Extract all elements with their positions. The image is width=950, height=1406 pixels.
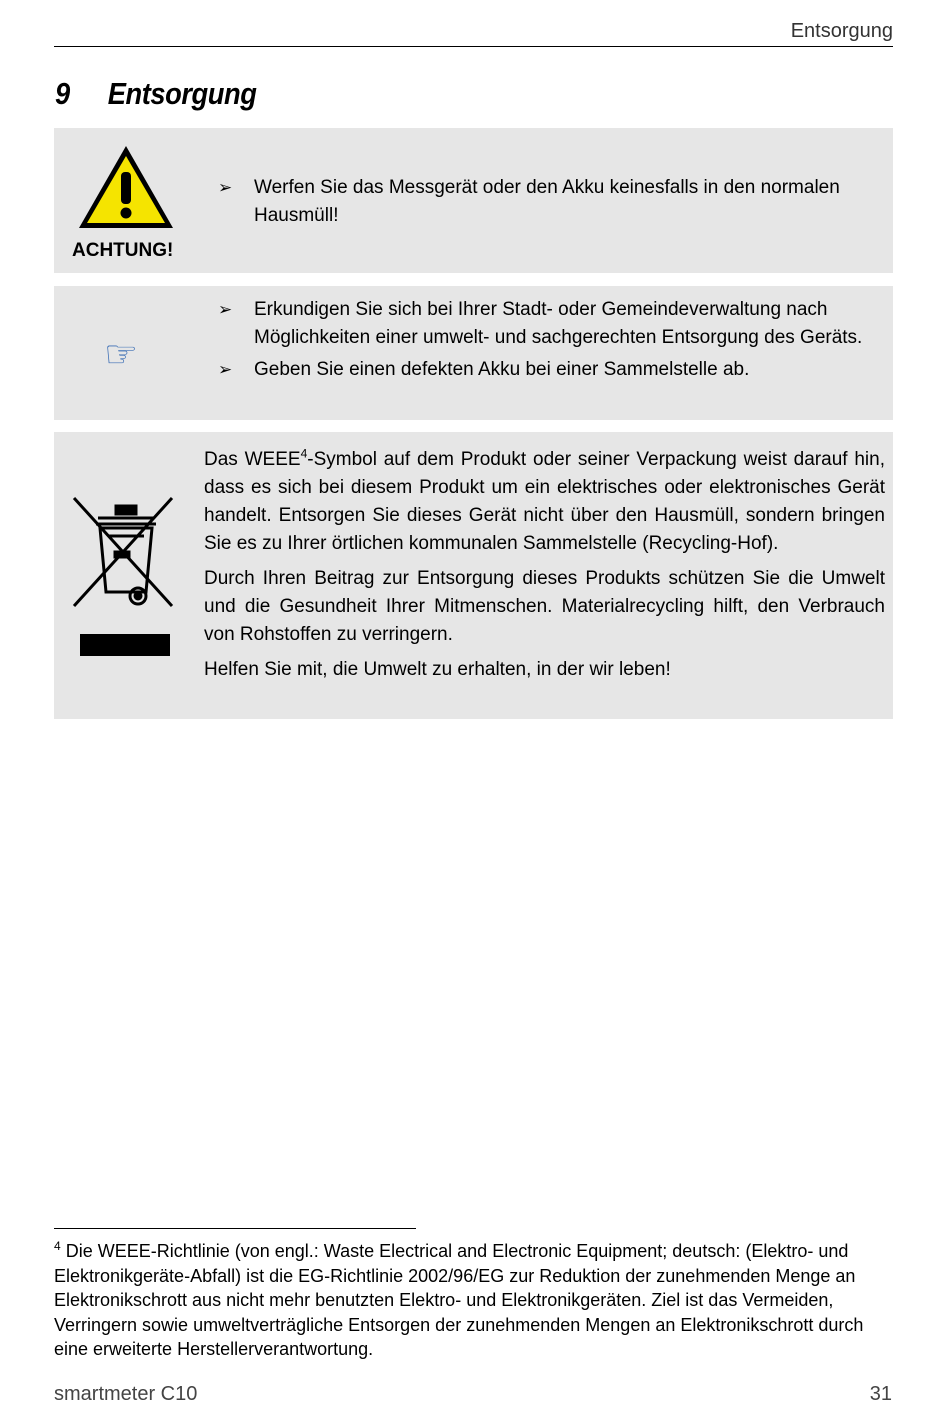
warning-box [54, 128, 893, 273]
warning-label: ACHTUNG! [72, 240, 174, 261]
weee-text-start: Das WEEE [204, 449, 301, 470]
warning-list [218, 174, 879, 234]
footnote-rule [54, 1228, 416, 1229]
list-item [218, 356, 879, 384]
weee-text-rest: -Symbol auf dem Produkt oder seiner Verpackung weist darauf hin, dass es sich bei diesem Produkt um ein elektrisches oder elektronisches Gerät handelt. Entsorgen Sie dieses Gerät nicht über den Hausmüll, sondern bringen Sie es zu Ihrer örtlichen kommunalen Sammelstelle (Recycling-Hof). [204, 449, 885, 554]
chapter-number: 9 [55, 76, 70, 111]
pointing-hand-icon: ☞ [104, 334, 139, 376]
weee-paragraph-3: Helfen Sie mit, die Umwelt zu erhalten, in der wir leben! [204, 659, 671, 680]
chapter-heading [55, 76, 256, 112]
note-list [218, 296, 879, 388]
weee-text [204, 446, 885, 691]
arrow-bullet-icon: ➢ [218, 178, 233, 197]
arrow-bullet-icon: ➢ [218, 300, 233, 319]
list-item [218, 174, 879, 230]
list-item-text: Werfen Sie das Messgerät oder den Akku keinesfalls in den normalen Hausmüll! [254, 177, 840, 226]
arrow-bullet-icon: ➢ [218, 360, 233, 379]
footer-product: smartmeter C10 [54, 1383, 198, 1405]
crossed-out-wheelie-bin-icon [68, 494, 180, 662]
footnote-mark: 4 [54, 1239, 61, 1253]
footnote-reference[interactable]: 4 [300, 446, 308, 461]
page-number: 31 [869, 1383, 892, 1405]
list-item-text: Geben Sie einen defekten Akku bei einer Sammelstelle ab. [254, 359, 750, 380]
list-item-text: Erkundigen Sie sich bei Ihrer Stadt- oder Gemeindeverwaltung nach Möglichkeiten einer umwelt- und sachgerechten Entsorgung des Geräts. [254, 299, 863, 348]
weee-box [54, 432, 893, 719]
running-header: Entsorgung [790, 20, 893, 42]
warning-triangle-icon [76, 142, 176, 232]
note-box [54, 286, 893, 420]
chapter-title: Entsorgung [107, 76, 257, 111]
list-item [218, 296, 879, 352]
header-rule [54, 46, 893, 47]
footnote-text: Die WEEE-Richtlinie (von engl.: Waste Electrical and Electronic Equipment; deutsch: (Elektro- und Elektronikgeräte-Abfall) ist die EG-Richtlinie 2002/96/EG zur Reduktion der zunehmenden Menge an Elektronikschrott aus nicht mehr benutzten Elektro- und Elektronikgeräten. Ziel ist das Vermeiden, Verringern sowie umweltverträgliche Entsorgen der zunehmenden Mengen an Elektronikschrott durch eine erweiterte Herstellerverantwortung. [54, 1241, 864, 1359]
weee-paragraph-2: Durch Ihren Beitrag zur Entsorgung dieses Produkts schützen Sie die Umwelt und die Gesundheit Ihrer Mitmenschen. Materialrecycling hilft, den Verbrauch von Rohstoffen zu verringern. [204, 568, 885, 645]
weee-paragraph-1 [204, 446, 885, 558]
footnote [54, 1239, 886, 1362]
